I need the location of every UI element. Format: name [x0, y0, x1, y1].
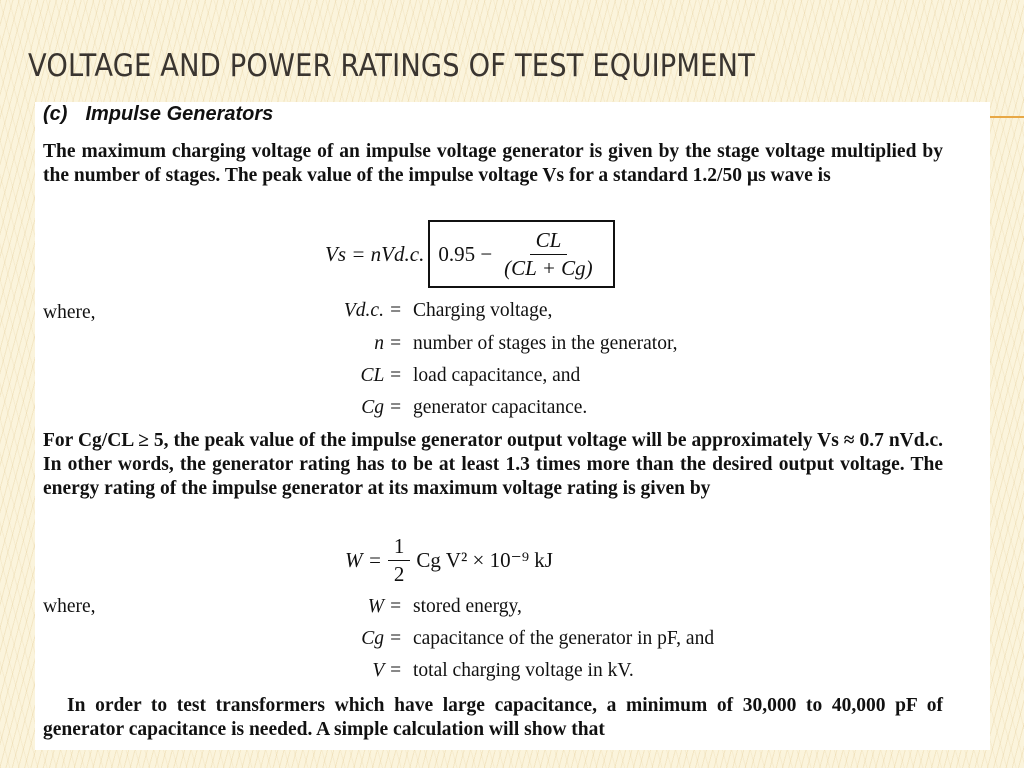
slide-title: VOLTAGE AND POWER RATINGS OF TEST EQUIPMENT [28, 48, 755, 84]
definition-row [35, 397, 990, 427]
definition-text: generator capacitance. [413, 397, 588, 418]
definition-text: number of stages in the generator, [413, 333, 678, 354]
equation-lhs: Vs = nVd.c. [325, 241, 425, 266]
definition-text: total charging voltage in kV. [413, 660, 634, 681]
energy-fraction [388, 534, 411, 587]
definition-row [35, 660, 990, 690]
document-image [35, 102, 990, 750]
where-label: where, [43, 302, 96, 323]
impulse-voltage-equation [325, 220, 615, 288]
section-label: (c) [43, 103, 68, 125]
definition-row [35, 300, 990, 330]
definition-symbol: Vd.c. = [343, 300, 402, 321]
definition-row [35, 333, 990, 363]
where-label: where, [43, 596, 96, 617]
definition-symbol: W = [367, 596, 402, 617]
definition-symbol: Cg = [361, 397, 402, 418]
closing-paragraph: In order to test transformers which have large capacitance, a minimum of 30,000 to 40,000 pF of generator capacitance is needed. A simple calculation will show that [43, 695, 943, 740]
definition-symbol: CL = [360, 365, 402, 386]
definition-symbol: n = [374, 333, 402, 354]
definition-text: capacitance of the generator in pF, and [413, 628, 715, 649]
section-heading [43, 103, 273, 126]
definition-text: load capacitance, and [413, 365, 581, 386]
equation-numerator: CL [530, 228, 568, 255]
energy-fraction-num: 1 [388, 534, 411, 561]
energy-lhs: W = [345, 548, 382, 572]
equation-constant: 0.95 − [438, 241, 493, 266]
definition-text: Charging voltage, [413, 300, 553, 321]
equation-bracket [428, 220, 614, 288]
energy-fraction-den: 2 [393, 562, 405, 586]
accent-line [990, 116, 1024, 118]
energy-rhs: Cg V² × 10⁻⁹ kJ [416, 548, 553, 572]
definition-row [35, 596, 990, 626]
equation-denominator: (CL + Cg) [504, 255, 593, 280]
definition-row [35, 365, 990, 395]
middle-paragraph: For Cg/CL ≥ 5, the peak value of the impulse generator output voltage will be approximately Vs ≈ 0.7 nVd.c. In other words, the generator rating has to be at least 1.3 times more than the desired output voltage. The energy rating of the impulse generator at its maximum voltage rating is given by [43, 430, 943, 499]
section-title: Impulse Generators [85, 103, 274, 125]
equation-fraction [498, 228, 598, 281]
definition-row [35, 628, 990, 658]
intro-paragraph: The maximum charging voltage of an impulse voltage generator is given by the stage voltage multiplied by the number of stages. The peak value of the impulse voltage Vs for a standard 1.2/50 µs wave is [43, 141, 943, 186]
definition-text: stored energy, [413, 596, 522, 617]
definition-symbol: Cg = [361, 628, 402, 649]
energy-equation [345, 534, 553, 587]
definition-symbol: V = [372, 660, 402, 681]
